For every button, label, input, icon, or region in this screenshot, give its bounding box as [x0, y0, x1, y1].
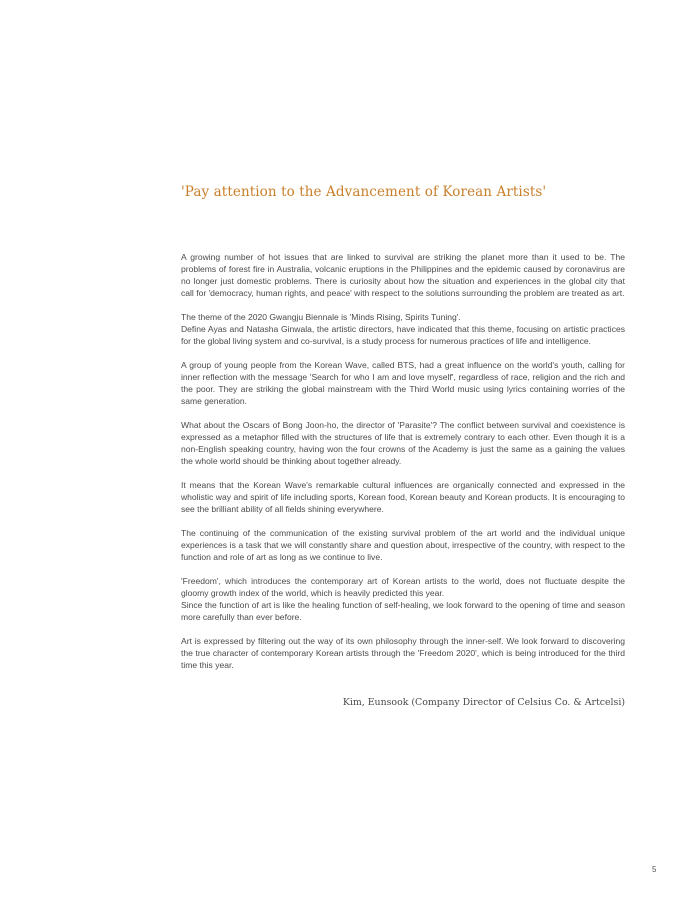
- paragraph: [181, 635, 625, 671]
- article-title: 'Pay attention to the Advancement of Korean Artists': [181, 184, 547, 200]
- paragraph-text: Art is expressed by filtering out the way of its own philosophy through the inner-self. We look forward to discovering the true character of contemporary Korean artists through the 'Freedom 2020', which is being introduced for the third time this year.: [181, 636, 625, 671]
- paragraph-text: The continuing of the communication of the existing survival problem of the art world and the individual unique experiences is a task that we will constantly share and question about, irrespective of the country, with respect to the function and role of art as long as we continue to live.: [181, 528, 625, 563]
- paragraph-text: Since the function of art is like the healing function of self-healing, we look forward to the opening of time and season more carefully than ever before.: [181, 600, 625, 623]
- paragraph: [181, 359, 625, 407]
- paragraph: [181, 527, 625, 563]
- paragraph-text: Define Ayas and Natasha Ginwala, the artistic directors, have indicated that this theme, focusing on artistic practices for the global living system and co-survival, is a study process for numerous practices of life and intelligence.: [181, 324, 625, 347]
- paragraph: [181, 311, 625, 347]
- paragraph-text: A growing number of hot issues that are linked to survival are striking the planet more than it used to be. The problems of forest fire in Australia, volcanic eruptions in the Philippines and the epidemic caused by coronavirus are no longer just domestic problems. There is curiosity about how the situation and experiences in the global city that call for 'democracy, human rights, and peace' with respect to the solutions surrounding the problem are treated as art.: [181, 252, 625, 299]
- paragraph-text: A group of young people from the Korean Wave, called BTS, had a great influence on the world's youth, calling for inner reflection with the message 'Search for who I am and love myself', regardless of race, religion and the rich and the poor. They are striking the global mainstream with the Third World music using lyrics containing worries of the same generation.: [181, 360, 625, 407]
- paragraph-text: The theme of the 2020 Gwangju Biennale is 'Minds Rising, Spirits Tuning'.: [181, 312, 461, 323]
- article-body: [181, 251, 625, 683]
- paragraph-text: It means that the Korean Wave's remarkable cultural influences are organically connected and expressed in the wholistic way and spirit of life including sports, Korean food, Korean beauty and Korean products. It is encouraging to see the brilliant ability of all fields shining everywhere.: [181, 480, 625, 515]
- page-number: 5: [652, 865, 657, 874]
- paragraph: [181, 251, 625, 299]
- paragraph: [181, 419, 625, 467]
- paragraph: [181, 575, 625, 623]
- paragraph: [181, 479, 625, 515]
- author-signature: Kim, Eunsook (Company Director of Celsius Co. & Artcelsi): [342, 697, 625, 708]
- paragraph-text: 'Freedom', which introduces the contemporary art of Korean artists to the world, does not fluctuate despite the gloomy growth index of the world, which is heavily predicted this year.: [181, 576, 625, 599]
- paragraph-text: What about the Oscars of Bong Joon-ho, the director of 'Parasite'? The conflict between survival and coexistence is expressed as a metaphor filled with the structures of life that is extremely contrary to each other. Even though it is a non-English speaking country, having won the four crowns of the Academy is just the same as a gaining the values the whole world should be thinking about together already.: [181, 420, 625, 467]
